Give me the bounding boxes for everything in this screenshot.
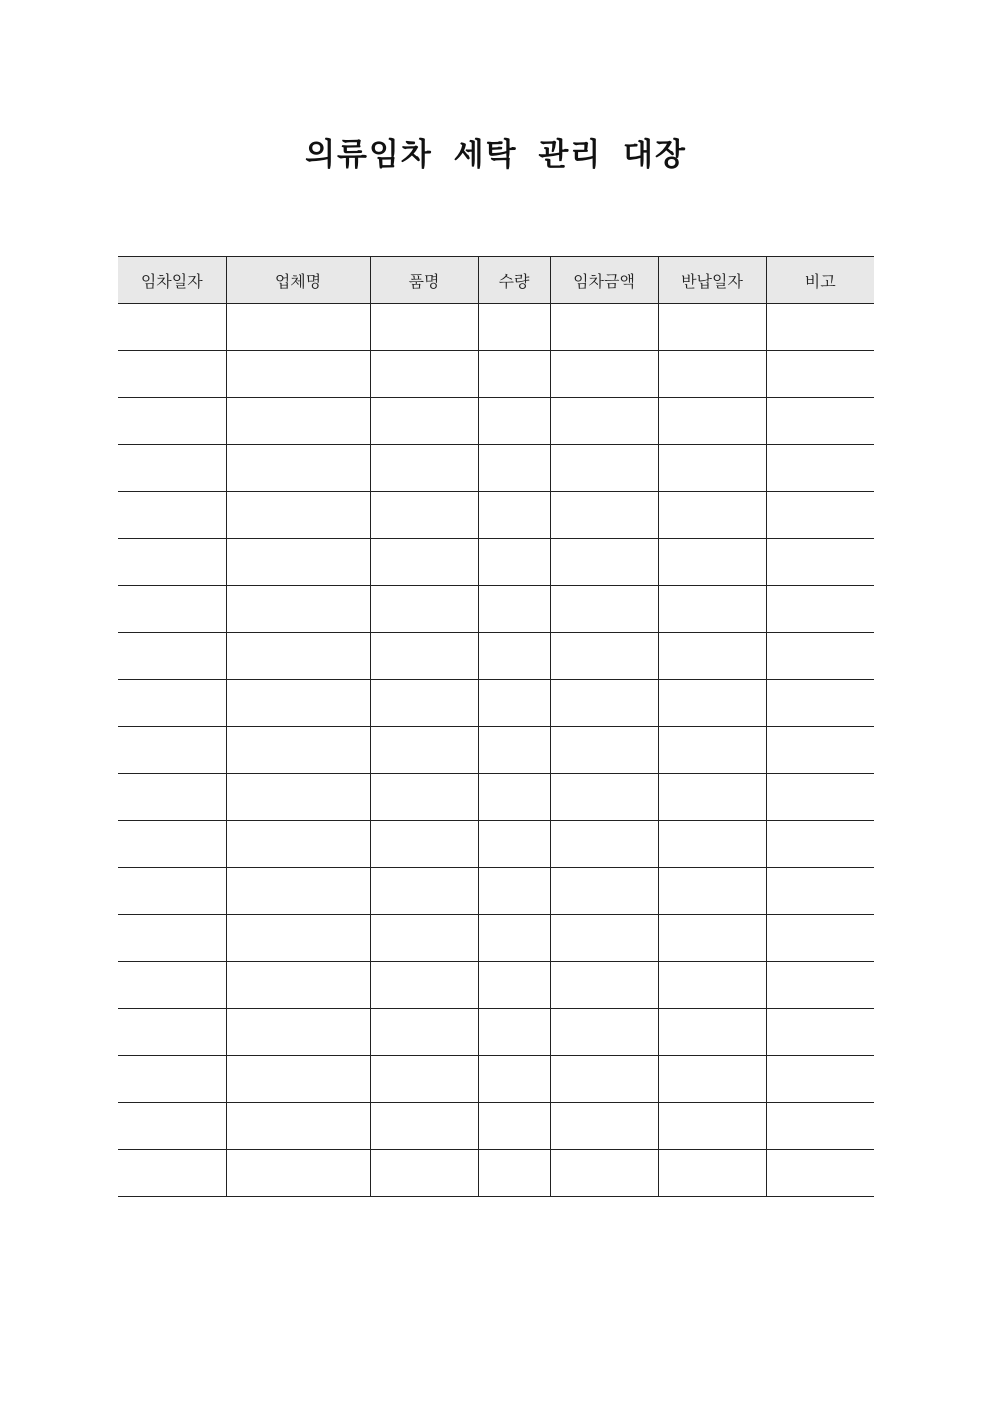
header-company-name: 업체명 [226,257,370,304]
rental-amount-cell [550,539,658,586]
rental-date-cell [118,586,226,633]
quantity-cell [478,445,550,492]
table-row [118,445,874,492]
company-name-cell [226,915,370,962]
remarks-cell [766,398,874,445]
company-name-cell [226,1103,370,1150]
rental-date-cell [118,1009,226,1056]
header-return-date: 반납일자 [658,257,766,304]
rental-amount-cell [550,821,658,868]
rental-amount-cell [550,1150,658,1197]
rental-amount-cell [550,774,658,821]
remarks-cell [766,492,874,539]
return-date-cell [658,539,766,586]
table-row [118,1056,874,1103]
item-name-cell [370,492,478,539]
quantity-cell [478,1056,550,1103]
rental-date-cell [118,727,226,774]
quantity-cell [478,1103,550,1150]
company-name-cell [226,821,370,868]
item-name-cell [370,680,478,727]
company-name-cell [226,445,370,492]
quantity-cell [478,774,550,821]
table-row [118,727,874,774]
return-date-cell [658,633,766,680]
quantity-cell [478,539,550,586]
return-date-cell [658,304,766,351]
header-quantity: 수량 [478,257,550,304]
item-name-cell [370,351,478,398]
quantity-cell [478,821,550,868]
rental-amount-cell [550,586,658,633]
remarks-cell [766,586,874,633]
table-row [118,1103,874,1150]
table-row [118,351,874,398]
company-name-cell [226,680,370,727]
company-name-cell [226,492,370,539]
rental-date-cell [118,1150,226,1197]
return-date-cell [658,727,766,774]
remarks-cell [766,304,874,351]
company-name-cell [226,1009,370,1056]
quantity-cell [478,915,550,962]
company-name-cell [226,774,370,821]
rental-amount-cell [550,351,658,398]
quantity-cell [478,492,550,539]
return-date-cell [658,351,766,398]
rental-amount-cell [550,868,658,915]
remarks-cell [766,868,874,915]
remarks-cell [766,1056,874,1103]
rental-amount-cell [550,633,658,680]
table-row [118,633,874,680]
item-name-cell [370,727,478,774]
header-remarks: 비고 [766,257,874,304]
table-row [118,915,874,962]
rental-amount-cell [550,915,658,962]
company-name-cell [226,962,370,1009]
rental-amount-cell [550,680,658,727]
return-date-cell [658,586,766,633]
rental-date-cell [118,351,226,398]
return-date-cell [658,868,766,915]
table-row [118,539,874,586]
item-name-cell [370,868,478,915]
rental-date-cell [118,1056,226,1103]
quantity-cell [478,1009,550,1056]
remarks-cell [766,727,874,774]
rental-amount-cell [550,398,658,445]
table-row [118,1009,874,1056]
quantity-cell [478,304,550,351]
header-item-name: 품명 [370,257,478,304]
rental-date-cell [118,633,226,680]
table-row [118,868,874,915]
company-name-cell [226,727,370,774]
table-row [118,821,874,868]
table-row [118,398,874,445]
return-date-cell [658,1056,766,1103]
item-name-cell [370,915,478,962]
rental-amount-cell [550,492,658,539]
item-name-cell [370,633,478,680]
quantity-cell [478,962,550,1009]
rental-date-cell [118,445,226,492]
rental-date-cell [118,539,226,586]
company-name-cell [226,351,370,398]
rental-amount-cell [550,1056,658,1103]
company-name-cell [226,304,370,351]
remarks-cell [766,962,874,1009]
table-row [118,304,874,351]
return-date-cell [658,821,766,868]
return-date-cell [658,962,766,1009]
item-name-cell [370,445,478,492]
remarks-cell [766,821,874,868]
company-name-cell [226,398,370,445]
rental-date-cell [118,962,226,1009]
table-row [118,962,874,1009]
ledger-table [118,256,874,1197]
rental-date-cell [118,680,226,727]
remarks-cell [766,915,874,962]
table-row [118,492,874,539]
item-name-cell [370,1103,478,1150]
item-name-cell [370,1150,478,1197]
rental-date-cell [118,774,226,821]
header-rental-amount: 임차금액 [550,257,658,304]
page-title: 의류임차 세탁 관리 대장 [305,137,687,173]
company-name-cell [226,539,370,586]
item-name-cell [370,1056,478,1103]
rental-amount-cell [550,445,658,492]
quantity-cell [478,1150,550,1197]
table-row [118,1150,874,1197]
quantity-cell [478,586,550,633]
item-name-cell [370,398,478,445]
rental-amount-cell [550,304,658,351]
remarks-cell [766,445,874,492]
rental-date-cell [118,915,226,962]
remarks-cell [766,351,874,398]
remarks-cell [766,1103,874,1150]
item-name-cell [370,586,478,633]
company-name-cell [226,1150,370,1197]
item-name-cell [370,304,478,351]
return-date-cell [658,1103,766,1150]
item-name-cell [370,962,478,1009]
rental-date-cell [118,1103,226,1150]
return-date-cell [658,915,766,962]
quantity-cell [478,868,550,915]
quantity-cell [478,398,550,445]
quantity-cell [478,351,550,398]
rental-date-cell [118,398,226,445]
company-name-cell [226,868,370,915]
header-rental-date: 임차일자 [118,257,226,304]
rental-amount-cell [550,1103,658,1150]
remarks-cell [766,539,874,586]
company-name-cell [226,633,370,680]
item-name-cell [370,1009,478,1056]
item-name-cell [370,774,478,821]
return-date-cell [658,445,766,492]
rental-date-cell [118,492,226,539]
quantity-cell [478,727,550,774]
table-row [118,680,874,727]
return-date-cell [658,1150,766,1197]
return-date-cell [658,680,766,727]
company-name-cell [226,586,370,633]
rental-amount-cell [550,727,658,774]
return-date-cell [658,398,766,445]
return-date-cell [658,492,766,539]
rental-date-cell [118,821,226,868]
rental-date-cell [118,868,226,915]
remarks-cell [766,1009,874,1056]
remarks-cell [766,774,874,821]
quantity-cell [478,680,550,727]
item-name-cell [370,821,478,868]
return-date-cell [658,774,766,821]
rental-date-cell [118,304,226,351]
remarks-cell [766,1150,874,1197]
remarks-cell [766,680,874,727]
rental-amount-cell [550,1009,658,1056]
header-row [118,257,874,304]
return-date-cell [658,1009,766,1056]
rental-amount-cell [550,962,658,1009]
item-name-cell [370,539,478,586]
company-name-cell [226,1056,370,1103]
remarks-cell [766,633,874,680]
table-row [118,586,874,633]
table-row [118,774,874,821]
quantity-cell [478,633,550,680]
